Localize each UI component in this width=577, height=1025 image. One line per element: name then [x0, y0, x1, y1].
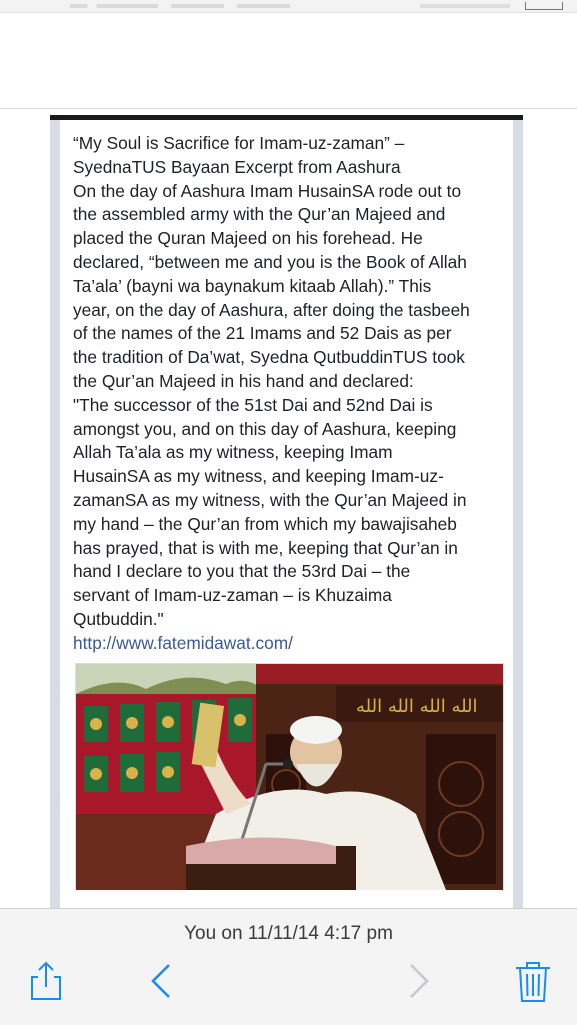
- photo-meta: You on 11/11/14 4:17 pm: [184, 923, 393, 944]
- navigation-divider: [0, 108, 577, 109]
- chevron-right-icon: [396, 959, 440, 1003]
- post-line: my hand – the Qur’an from which my bawajisaheb: [73, 513, 457, 534]
- post-text: [73, 132, 513, 656]
- forward-button[interactable]: [396, 959, 440, 1003]
- post-line: Ta’ala’ (bayni wa baynakum kitaab Allah).” This: [73, 275, 432, 296]
- frame-left: [50, 116, 60, 916]
- post-line: On the day of Aashura Imam HusainSA rode out to: [73, 180, 462, 201]
- post-line: of the names of the 21 Imams and 52 Dais as per: [73, 323, 452, 344]
- post-line: Allah Ta’ala as my witness, keeping Imam: [73, 442, 393, 463]
- post-line: zamanSA as my witness, with the Qur’an Majeed in: [73, 489, 467, 510]
- share-icon: [24, 959, 68, 1003]
- post-photo: [75, 663, 504, 891]
- post-line: hand I declare to you that the 53rd Dai – the: [73, 561, 411, 582]
- banner-calligraphy: الله الله الله الله: [356, 696, 478, 717]
- navigation-area: [0, 13, 577, 108]
- post-line: SyednaTUS Bayaan Excerpt from Aashura: [73, 156, 401, 177]
- photo-view[interactable]: [0, 110, 577, 908]
- post-line: servant of Imam-uz-zaman – is Khuzaima: [73, 585, 392, 606]
- post-line: the tradition of Da’wat, Syedna QutbuddinTUS took: [73, 347, 465, 368]
- trash-icon: [511, 959, 555, 1003]
- post-link: http://www.fatemidawat.com/: [73, 632, 293, 653]
- post-line: placed the Quran Majeed on his forehead. He: [73, 228, 423, 249]
- frame-right: [513, 116, 523, 916]
- status-bar-blurred-time: [420, 4, 510, 8]
- post-line: the Qur’an Majeed in his hand and declared:: [73, 370, 414, 391]
- status-bar: [0, 0, 577, 13]
- chevron-left-icon: [140, 959, 184, 1003]
- post-line: declared, “between me and you is the Book of Allah: [73, 251, 467, 272]
- post-photo-image: [76, 664, 503, 890]
- bottom-toolbar: [0, 908, 577, 1025]
- post-line: amongst you, and on this day of Aashura, keeping: [73, 418, 457, 439]
- battery-icon: [525, 2, 563, 10]
- share-button[interactable]: [24, 959, 68, 1003]
- post-line: “My Soul is Sacrifice for Imam-uz-zaman” –: [73, 133, 405, 153]
- post-line: Qutbuddin.": [73, 608, 164, 629]
- post-line: has prayed, that is with me, keeping that Qur’an in: [73, 537, 458, 558]
- delete-button[interactable]: [511, 959, 555, 1003]
- post-line: HusainSA as my witness, and keeping Imam-uz-: [73, 466, 444, 487]
- status-bar-blurred-text: [70, 4, 290, 8]
- back-button[interactable]: [140, 959, 184, 1003]
- post-line: the assembled army with the Qur’an Majeed and: [73, 204, 446, 225]
- post-line: "The successor of the 51st Dai and 52nd Dai is: [73, 394, 433, 415]
- post-line: year, on the day of Aashura, after doing the tasbeeh: [73, 299, 470, 320]
- screenshot-post: [60, 120, 513, 920]
